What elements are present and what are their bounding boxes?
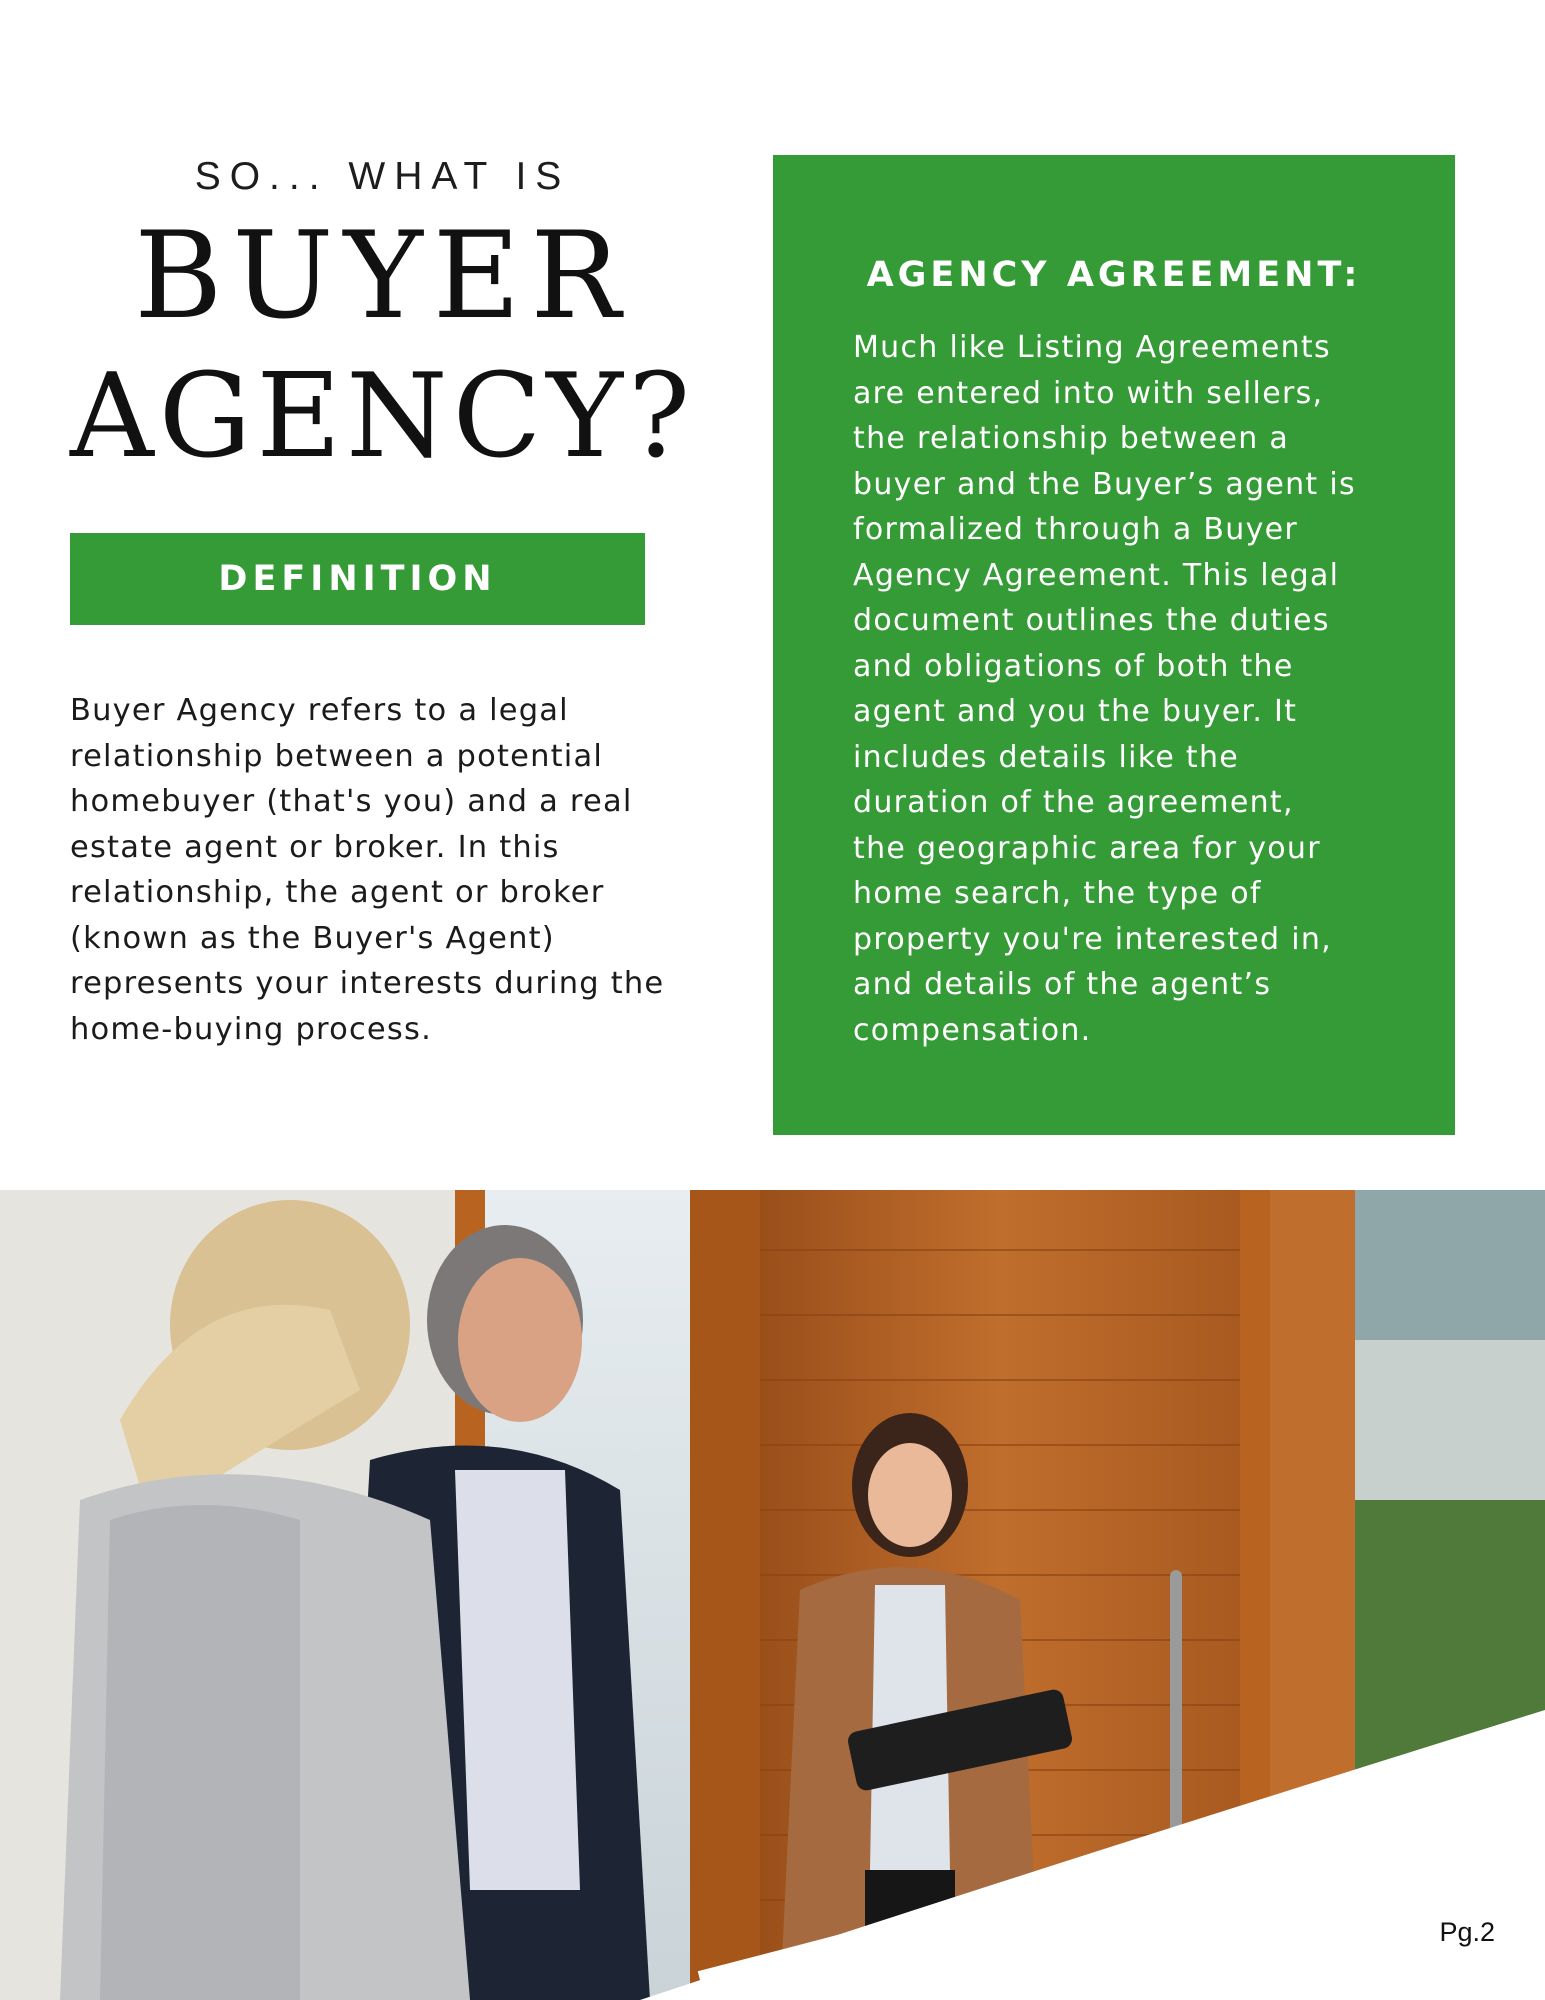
photo-illustration	[0, 1190, 1545, 2000]
definition-banner	[70, 533, 645, 625]
agency-agreement-heading: AGENCY AGREEMENT:	[866, 255, 1362, 295]
kicker-text: SO... WHAT IS	[194, 155, 571, 198]
agency-agreement-body: Much like Listing Agreements are entered into with sellers, the relationship between a buyer and the Buyer’s agent is formalized through a Buyer Agency Agreement. This legal document outlines the duties and obligations of both the agent and you the buyer. It includes details like the duration of the agreement, the geographic area for your home search, the type of property you're interested in, and details of the agent’s compensation.	[853, 330, 1356, 1048]
agency-agreement-panel	[773, 155, 1455, 1135]
page-title-line-2: AGENCY?	[70, 349, 696, 484]
definition-body: Buyer Agency refers to a legal relationship between a potential homebuyer (that's you) and a real estate agent or broker. In this relationship, the agent or broker (known as the Buyer's Agent) represents your interests during the home-buying process.	[70, 693, 665, 1047]
page-title-line-1: BUYER	[134, 207, 631, 346]
house-showing-photo	[0, 1190, 1545, 2000]
page-number: Pg.2	[1439, 1917, 1495, 1947]
definition-label: DEFINITION	[218, 559, 497, 599]
